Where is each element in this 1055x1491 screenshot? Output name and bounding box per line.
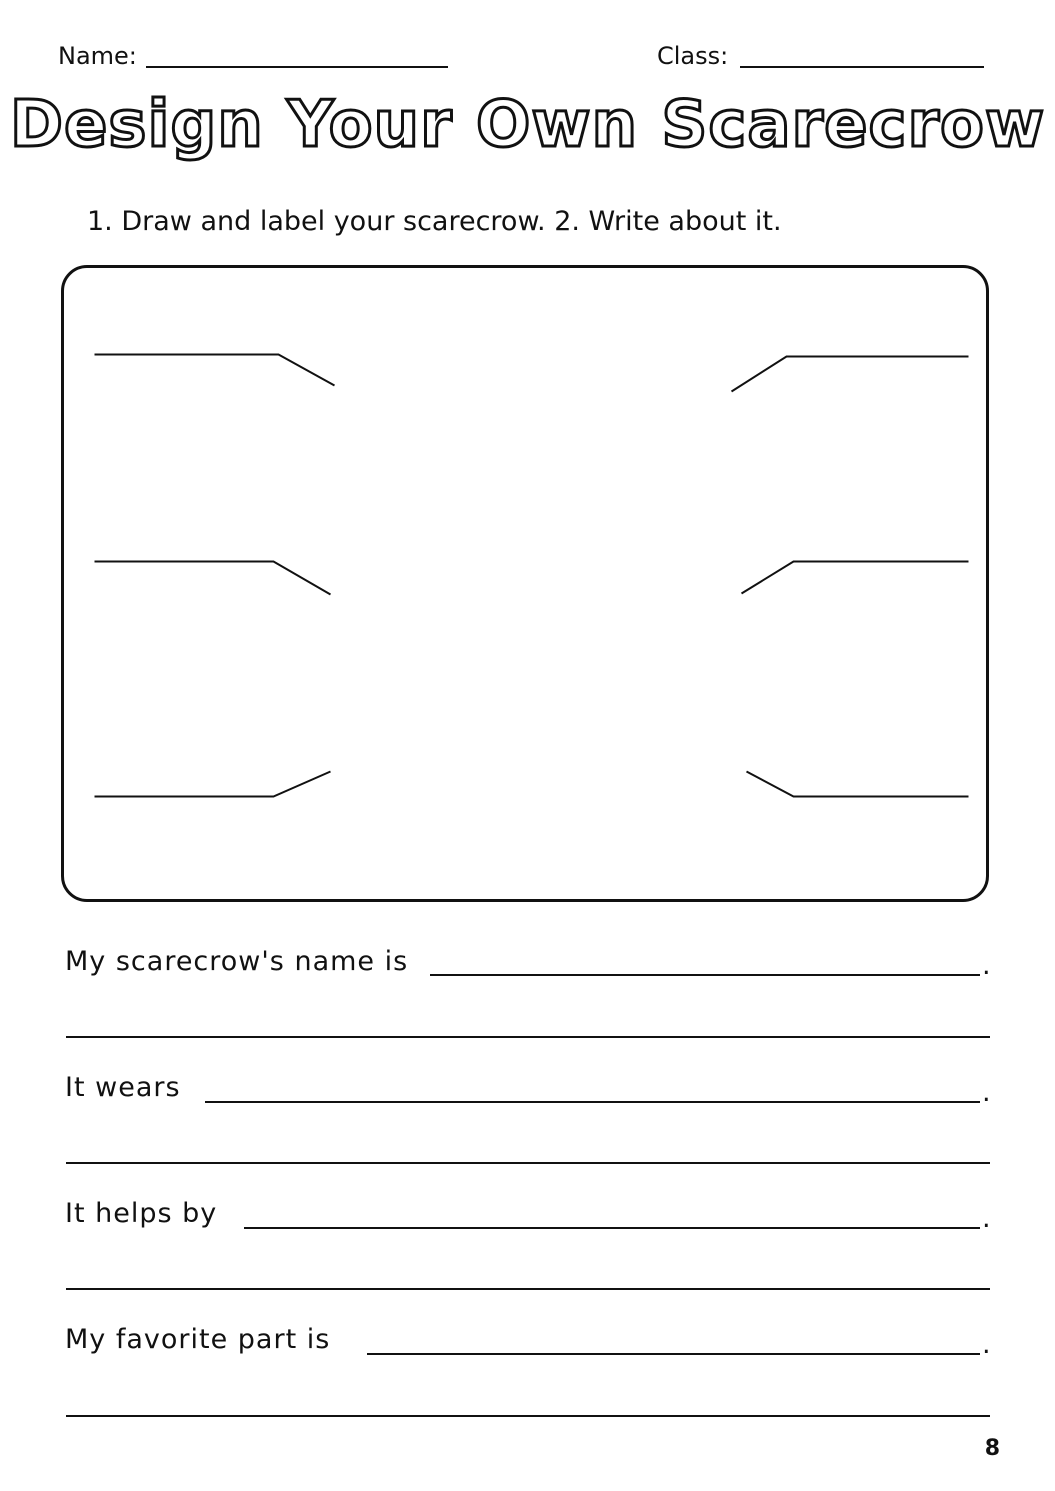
name-label: Name:	[58, 42, 137, 70]
answer-name-field[interactable]	[430, 952, 980, 976]
answer-line[interactable]	[66, 1393, 990, 1417]
page-title: Design Your Own Scarecrow	[9, 88, 1046, 162]
page-number: 8	[984, 1436, 1000, 1461]
label-line-right-bottom	[746, 771, 968, 796]
label-line-right-middle	[741, 561, 968, 593]
drawing-area[interactable]	[61, 265, 989, 902]
class-field[interactable]	[740, 44, 984, 68]
period: .	[982, 1203, 991, 1234]
label-line-right-top	[731, 356, 968, 391]
prompt-wears: It wears	[65, 1072, 181, 1103]
instructions: 1. Draw and label your scarecrow. 2. Write about it.	[87, 206, 782, 237]
answer-favorite-field[interactable]	[367, 1331, 980, 1355]
answer-line[interactable]	[66, 1014, 990, 1038]
class-label: Class:	[657, 42, 729, 70]
answer-line[interactable]	[66, 1140, 990, 1164]
period: .	[982, 950, 991, 981]
answer-line[interactable]	[66, 1266, 990, 1290]
answer-helps-field[interactable]	[244, 1205, 980, 1229]
prompt-helps: It helps by	[65, 1198, 218, 1229]
answer-wears-field[interactable]	[205, 1079, 980, 1103]
label-line-left-middle	[94, 561, 330, 594]
label-line-left-bottom	[94, 771, 330, 796]
period: .	[982, 1077, 991, 1108]
prompt-favorite: My favorite part is	[65, 1324, 331, 1355]
name-field[interactable]	[146, 44, 448, 68]
label-lines	[61, 265, 996, 909]
label-line-left-top	[94, 354, 334, 385]
period: .	[982, 1329, 991, 1360]
prompt-name: My scarecrow's name is	[65, 946, 409, 977]
